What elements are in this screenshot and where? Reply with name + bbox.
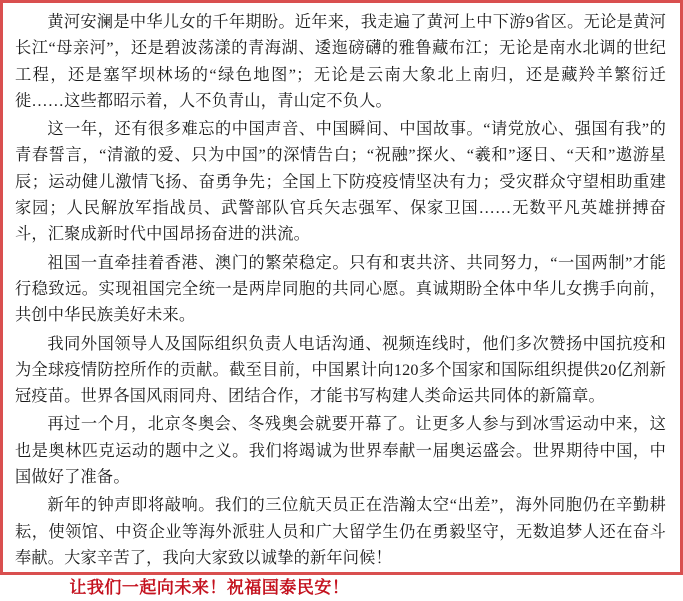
document-body xyxy=(3,3,680,598)
paragraph: 黄河安澜是中华儿女的千年期盼。近年来，我走遍了黄河上中下游9省区。无论是黄河长江“母亲河”，还是碧波荡漾的青海湖、逶迤磅礴的雅鲁藏布江；无论是南水北调的世纪工程，还是塞罕坝林场的“绿色地图”；无论是云南大象北上南归，还是藏羚羊繁衍迁徙……这些都昭示着，人不负青山，青山定不负人。 xyxy=(15,13,666,110)
closing-line: 让我们一起向未来！祝福国泰民安！ xyxy=(69,578,350,598)
paragraph: 我同外国领导人及国际组织负责人电话沟通、视频连线时，他们多次赞扬中国抗疫和为全球疫情防控所作的贡献。截至目前，中国累计向120多个国家和国际组织提供20亿剂新冠疫苗。世界各国风雨同舟、团结合作，才能书写构建人类命运共同体的新篇章。 xyxy=(15,334,666,406)
paragraph: 这一年，还有很多难忘的中国声音、中国瞬间、中国故事。“请党放心、强国有我”的青春誓言，“清澈的爱、只为中国”的深情告白；“祝融”探火、“羲和”逐日、“天和”遨游星辰；运动健儿激情飞扬、奋勇争先；全国上下防疫疫情坚决有力；受灾群众守望相助重建家园；人民解放军指战员、武警部队官兵矢志强军、保家卫国……无数平凡英雄拼搏奋斗，汇聚成新时代中国昂扬奋进的洪流。 xyxy=(15,120,666,244)
paragraph: 祖国一直牵挂着香港、澳门的繁荣稳定。只有和衷共济、共同努力，“一国两制”才能行稳致远。实现祖国完全统一是两岸同胞的共同心愿。真诚期盼全体中华儿女携手向前，共创中华民族美好未来。 xyxy=(15,253,666,325)
paragraph: 再过一个月，北京冬奥会、冬残奥会就要开幕了。让更多人参与到冰雪运动中来，这也是奥林匹克运动的题中之义。我们将竭诚为世界奉献一届奥运盛会。世界期待中国，中国做好了准备。 xyxy=(15,415,666,487)
paragraph: 新年的钟声即将敲响。我们的三位航天员正在浩瀚太空“出差”，海外同胞仍在辛勤耕耘，使领馆、中资企业等海外派驻人员和广大留学生仍在勇毅坚守，无数追梦人还在奋斗奉献。大家辛苦了，我向大家致以诚挚的新年问候！ xyxy=(15,496,666,567)
